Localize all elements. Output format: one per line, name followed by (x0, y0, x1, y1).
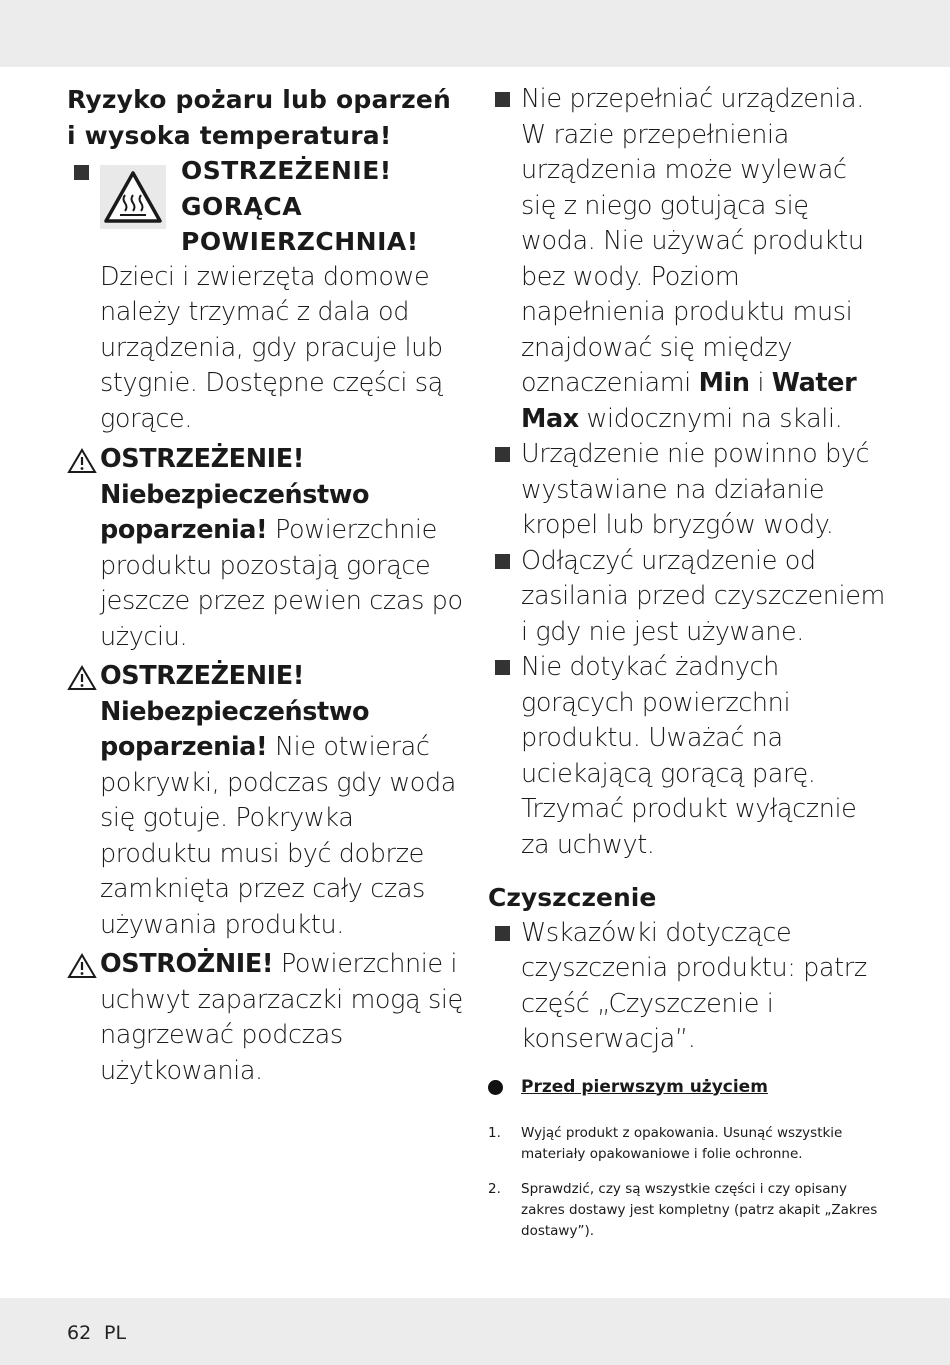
square-bullet-icon (495, 447, 510, 462)
square-bullet-icon (495, 554, 510, 569)
overfill-text: Nie przepełniać urządzenia. W razie przepełnienia urządzenia może wylewać się z niego gotująca się woda. Nie używać produktu bez wody. Poziom napełnienia produktu musi znajdować się między oznaczeniami (521, 84, 864, 398)
burn-warning-1-text: Powierzchnie produktu pozostają gorące jeszcze przez pewien czas po użyciu. (100, 515, 463, 652)
water-max-label: Water Max (521, 368, 857, 434)
hot-surfaces-bullet (488, 650, 888, 863)
caution-text: Powierzchnie i uchwyt zaparzaczki mogą się nagrzewać podczas użytkowania. (100, 949, 463, 1086)
steps-list (488, 1123, 888, 1242)
step-number: 2. (488, 1180, 501, 1197)
pre-use-heading (488, 1075, 888, 1099)
min-label: Min (698, 368, 750, 398)
caution-label: OSTROŻNIE! (100, 949, 274, 979)
cleaning-bullet (488, 916, 888, 1058)
right-column (488, 82, 888, 1256)
step-text: Sprawdzić, czy są wszystkie części i czy opisany zakres dostawy jest kompletny (patrz akapit „Zakres dostawy”). (521, 1180, 878, 1239)
header-bar (0, 0, 950, 67)
square-bullet-icon (74, 165, 89, 180)
bullet-dot-icon (488, 1080, 503, 1095)
overfill-bullet (488, 82, 888, 437)
step-text: Wyjąć produkt z opakowania. Usunąć wszystkie materiały opakowaniowe i folie ochronne. (521, 1124, 843, 1162)
hot-surface-icon (100, 165, 166, 229)
square-bullet-icon (495, 926, 510, 941)
warning-triangle-icon (67, 447, 97, 475)
disconnect-text: Odłączyć urządzenie od zasilania przed czyszczeniem i gdy nie jest używane. (521, 545, 885, 647)
fire-risk-heading: Ryzyko pożaru lub oparzeń i wysoka temperatura! (67, 85, 451, 150)
warning-triangle-icon (67, 664, 97, 692)
cleaning-heading: Czyszczenie (488, 883, 657, 912)
burn-warning-2-text: Nie otwierać pokrywki, podczas gdy woda się gotuje. Pokrywka produktu musi być dobrze zamknięta przez cały czas używania produktu. (100, 732, 457, 940)
hot-surface-warning (67, 153, 467, 437)
hot-surface-text: Dzieci i zwierzęta domowe należy trzymać z dala od urządzenia, gdy pracuje lub stygnie. Dostępne części są gorące. (100, 261, 443, 434)
burn-warning-2-label: OSTRZEŻENIE! Niebezpieczeństwo poparzenia! (100, 661, 370, 762)
footer-bar (0, 1298, 950, 1365)
burn-warning-1-label: OSTRZEŻENIE! Niebezpieczeństwo poparzenia! (100, 444, 370, 545)
burn-warning-2 (67, 659, 467, 943)
left-column (67, 82, 467, 1089)
water-drops-bullet (488, 437, 888, 544)
water-drops-text: Urządzenie nie powinno być wystawiane na działanie kropel lub bryzgów wody. (521, 439, 870, 540)
step-item (488, 1179, 888, 1242)
square-bullet-icon (495, 92, 510, 107)
page-number: 62 (67, 1322, 92, 1344)
connector-text: i (749, 368, 772, 398)
disconnect-bullet (488, 544, 888, 651)
pre-use-heading-text: Przed pierwszym użyciem (521, 1076, 768, 1097)
warning-triangle-icon (67, 952, 97, 980)
hot-surface-title: OSTRZEŻENIE! GORĄCA POWIERZCHNIA! (181, 156, 419, 256)
caution-warning (67, 947, 467, 1089)
language-code: PL (104, 1322, 127, 1344)
step-item (488, 1123, 888, 1165)
hot-surfaces-text: Nie dotykać żadnych gorących powierzchni produktu. Uważać na uciekającą gorącą parę. Trzymać produkt wyłącznie za uchwyt. (521, 652, 857, 860)
cleaning-text: Wskazówki dotyczące czyszczenia produktu: patrz część „Czyszczenie i konserwacja”. (521, 917, 867, 1054)
burn-warning-1 (67, 442, 467, 655)
step-number: 1. (488, 1124, 501, 1141)
square-bullet-icon (495, 660, 510, 675)
scale-text: widocznymi na skali. (578, 403, 843, 434)
